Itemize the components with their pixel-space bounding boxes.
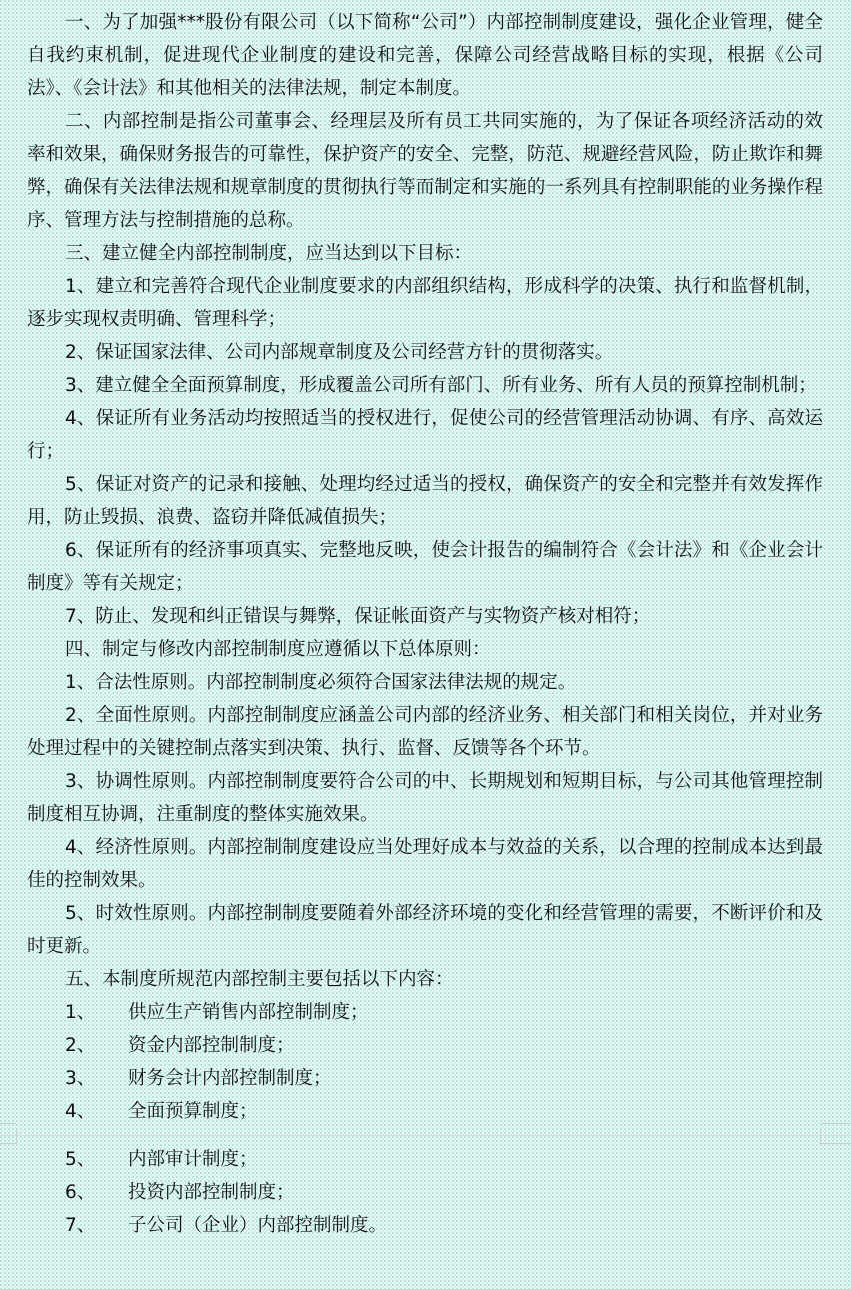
list-number: 2、 <box>65 1035 96 1056</box>
list-item <box>27 1143 823 1176</box>
list-number: 3、 <box>65 1068 96 1089</box>
document-page-2 <box>27 1143 823 1242</box>
list-item <box>27 1095 823 1128</box>
list-number: 6、 <box>65 1182 96 1203</box>
page-corner-mark-left <box>0 1129 17 1144</box>
paragraph: 5、保证对资产的记录和接触、处理均经过适当的授权，确保资产的安全和完整并有效发挥作用，防止毁损、浪费、盗窃并降低减值损失； <box>27 474 823 528</box>
paragraph: 4、经济性原则。内部控制制度建设应当处理好成本与效益的关系，以合理的控制成本达到最佳的控制效果。 <box>27 837 823 891</box>
paragraph: 4、保证所有业务活动均按照适当的授权进行，促使公司的经营管理活动协调、有序、高效运行； <box>27 408 823 462</box>
paragraph: 5、时效性原则。内部控制制度要随着外部经济环境的变化和经营管理的需要，不断评价和及时更新。 <box>27 903 823 957</box>
paragraph: 二、内部控制是指公司董事会、经理层及所有员工共同实施的，为了保证各项经济活动的效率和效果，确保财务报告的可靠性，保护资产的安全、完整，防范、规避经营风险，防止欺诈和舞弊，确保有关法律法规和规章制度的贯彻执行等而制定和实施的一系列具有控制职能的业务操作程序、管理方法与控制措施的总称。 <box>27 111 823 231</box>
paragraph: 6、保证所有的经济事项真实、完整地反映，使会计报告的编制符合《会计法》和《企业会计制度》等有关规定； <box>27 540 823 594</box>
list-item <box>27 1029 823 1062</box>
list-text: 子公司（企业）内部控制制度。 <box>128 1215 388 1236</box>
paragraph: 1、合法性原则。内部控制制度必须符合国家法律法规的规定。 <box>65 672 577 693</box>
paragraph: 1、建立和完善符合现代企业制度要求的内部组织结构，形成科学的决策、执行和监督机制，逐步实现权责明确、管理科学； <box>27 276 823 330</box>
list-item <box>27 1176 823 1209</box>
page-corner-mark-right <box>820 1129 851 1144</box>
paragraph: 四、制定与修改内部控制制度应遵循以下总体原则： <box>65 639 491 660</box>
list-text: 资金内部控制制度； <box>128 1035 295 1056</box>
paragraph: 一、为了加强***股份有限公司（以下简称“公司”）内部控制制度建设，强化企业管理，健全自我约束机制，促进现代企业制度的建设和完善，保障公司经营战略目标的实现，根据《公司法》、《会计法》和其他相关的法律法规，制定本制度。 <box>27 12 823 99</box>
page-break-line <box>0 1135 851 1136</box>
paragraph: 五、本制度所规范内部控制主要包括以下内容： <box>65 969 454 990</box>
list-item <box>27 1209 823 1242</box>
list-number: 5、 <box>65 1149 96 1170</box>
paragraph: 7、防止、发现和纠正错误与舞弊，保证帐面资产与实物资产核对相符； <box>65 606 651 627</box>
list-item <box>27 996 823 1029</box>
list-item <box>27 1062 823 1095</box>
list-number: 4、 <box>65 1101 96 1122</box>
paragraph: 3、协调性原则。内部控制制度要符合公司的中、长期规划和短期目标，与公司其他管理控制制度相互协调，注重制度的整体实施效果。 <box>27 771 823 825</box>
list-number: 1、 <box>65 1002 96 1023</box>
list-text: 投资内部控制制度； <box>128 1182 295 1203</box>
paragraph: 三、建立健全内部控制制度，应当达到以下目标： <box>65 243 473 264</box>
document-page-1 <box>27 6 823 1128</box>
paragraph: 3、建立健全全面预算制度，形成覆盖公司所有部门、所有业务、所有人员的预算控制机制； <box>65 375 817 396</box>
list-text: 财务会计内部控制制度； <box>128 1068 332 1089</box>
list-text: 供应生产销售内部控制制度； <box>128 1002 369 1023</box>
list-text: 内部审计制度； <box>128 1149 258 1170</box>
list-number: 7、 <box>65 1215 96 1236</box>
paragraph: 2、全面性原则。内部控制制度应涵盖公司内部的经济业务、相关部门和相关岗位，并对业务处理过程中的关键控制点落实到决策、执行、监督、反馈等各个环节。 <box>27 705 823 759</box>
paragraph: 2、保证国家法律、公司内部规章制度及公司经营方针的贯彻落实。 <box>65 342 614 363</box>
list-text: 全面预算制度； <box>128 1101 258 1122</box>
